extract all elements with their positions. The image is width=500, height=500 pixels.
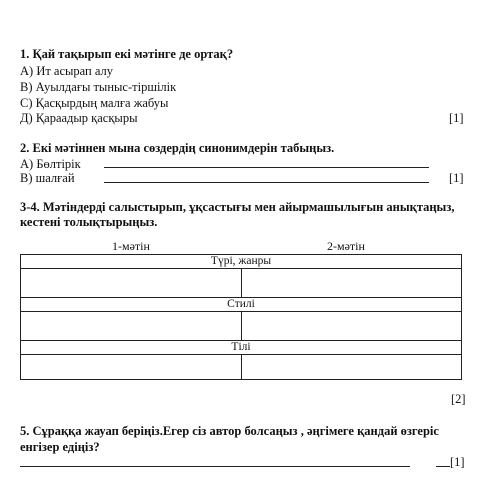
language-cell-text-2[interactable] [241, 355, 462, 380]
question-2-answer-line-a[interactable] [104, 167, 429, 168]
comparison-table [20, 254, 462, 380]
table-row-label-language: Тілі [21, 341, 462, 355]
language-cell-text-1[interactable] [21, 355, 242, 380]
question-2-option-a: А) Бөлтірік [20, 157, 81, 171]
question-5-answer-line[interactable] [20, 466, 410, 467]
table-row-label-genre: Түрі, жанры [21, 255, 462, 269]
question-2-answer-line-b[interactable] [104, 182, 429, 183]
table-row-style-label [21, 298, 462, 312]
question-2-option-b: В) шалғай [20, 171, 75, 185]
table-row-style-answers [21, 312, 462, 341]
table-row-genre-label [21, 255, 462, 269]
question-5-title-line2: енгізер едіңіз? [20, 440, 100, 454]
style-cell-text-2[interactable] [241, 312, 462, 341]
table-row-genre-answers [21, 269, 462, 298]
question-2-score: [1] [449, 171, 464, 185]
question-1-option-d: Д) Қараадыр қасқыры [20, 111, 138, 125]
table-header-text-1: 1-мәтін [112, 239, 150, 253]
style-cell-text-1[interactable] [21, 312, 242, 341]
question-5-score-line [436, 466, 450, 467]
table-header-text-2: 2-мәтін [327, 239, 365, 253]
question-2-title: 2. Екі мәтіннен мына сөздердің синонимдерін табыңыз. [20, 141, 335, 155]
question-1-option-a: А) Ит асырап алу [20, 64, 114, 78]
question-1-option-b: В) Ауылдағы тыныс-тіршілік [20, 80, 177, 94]
question-1-score: [1] [449, 111, 464, 125]
question-5-score: [1] [450, 455, 465, 469]
table-row-language-answers [21, 355, 462, 380]
table-row-label-style: Стилі [21, 298, 462, 312]
question-1-title: 1. Қай тақырып екі мәтінге де ортақ? [20, 47, 234, 61]
question-1-option-c: С) Қасқырдың малға жабуы [20, 96, 169, 110]
question-34-score: [2] [451, 392, 466, 406]
question-34-title-line2: кестені толықтырыңыз. [20, 215, 158, 229]
question-34-title-line1: 3-4. Мәтіндерді салыстырып, ұқсастығы мен айырмашылығын анықтаңыз, [20, 200, 455, 214]
genre-cell-text-2[interactable] [241, 269, 462, 298]
genre-cell-text-1[interactable] [21, 269, 242, 298]
question-5-title-line1: 5. Сұраққа жауап беріңіз.Егер сіз автор болсаңыз , әңгімеге қандай өзгеріс [20, 424, 439, 438]
table-row-language-label [21, 341, 462, 355]
